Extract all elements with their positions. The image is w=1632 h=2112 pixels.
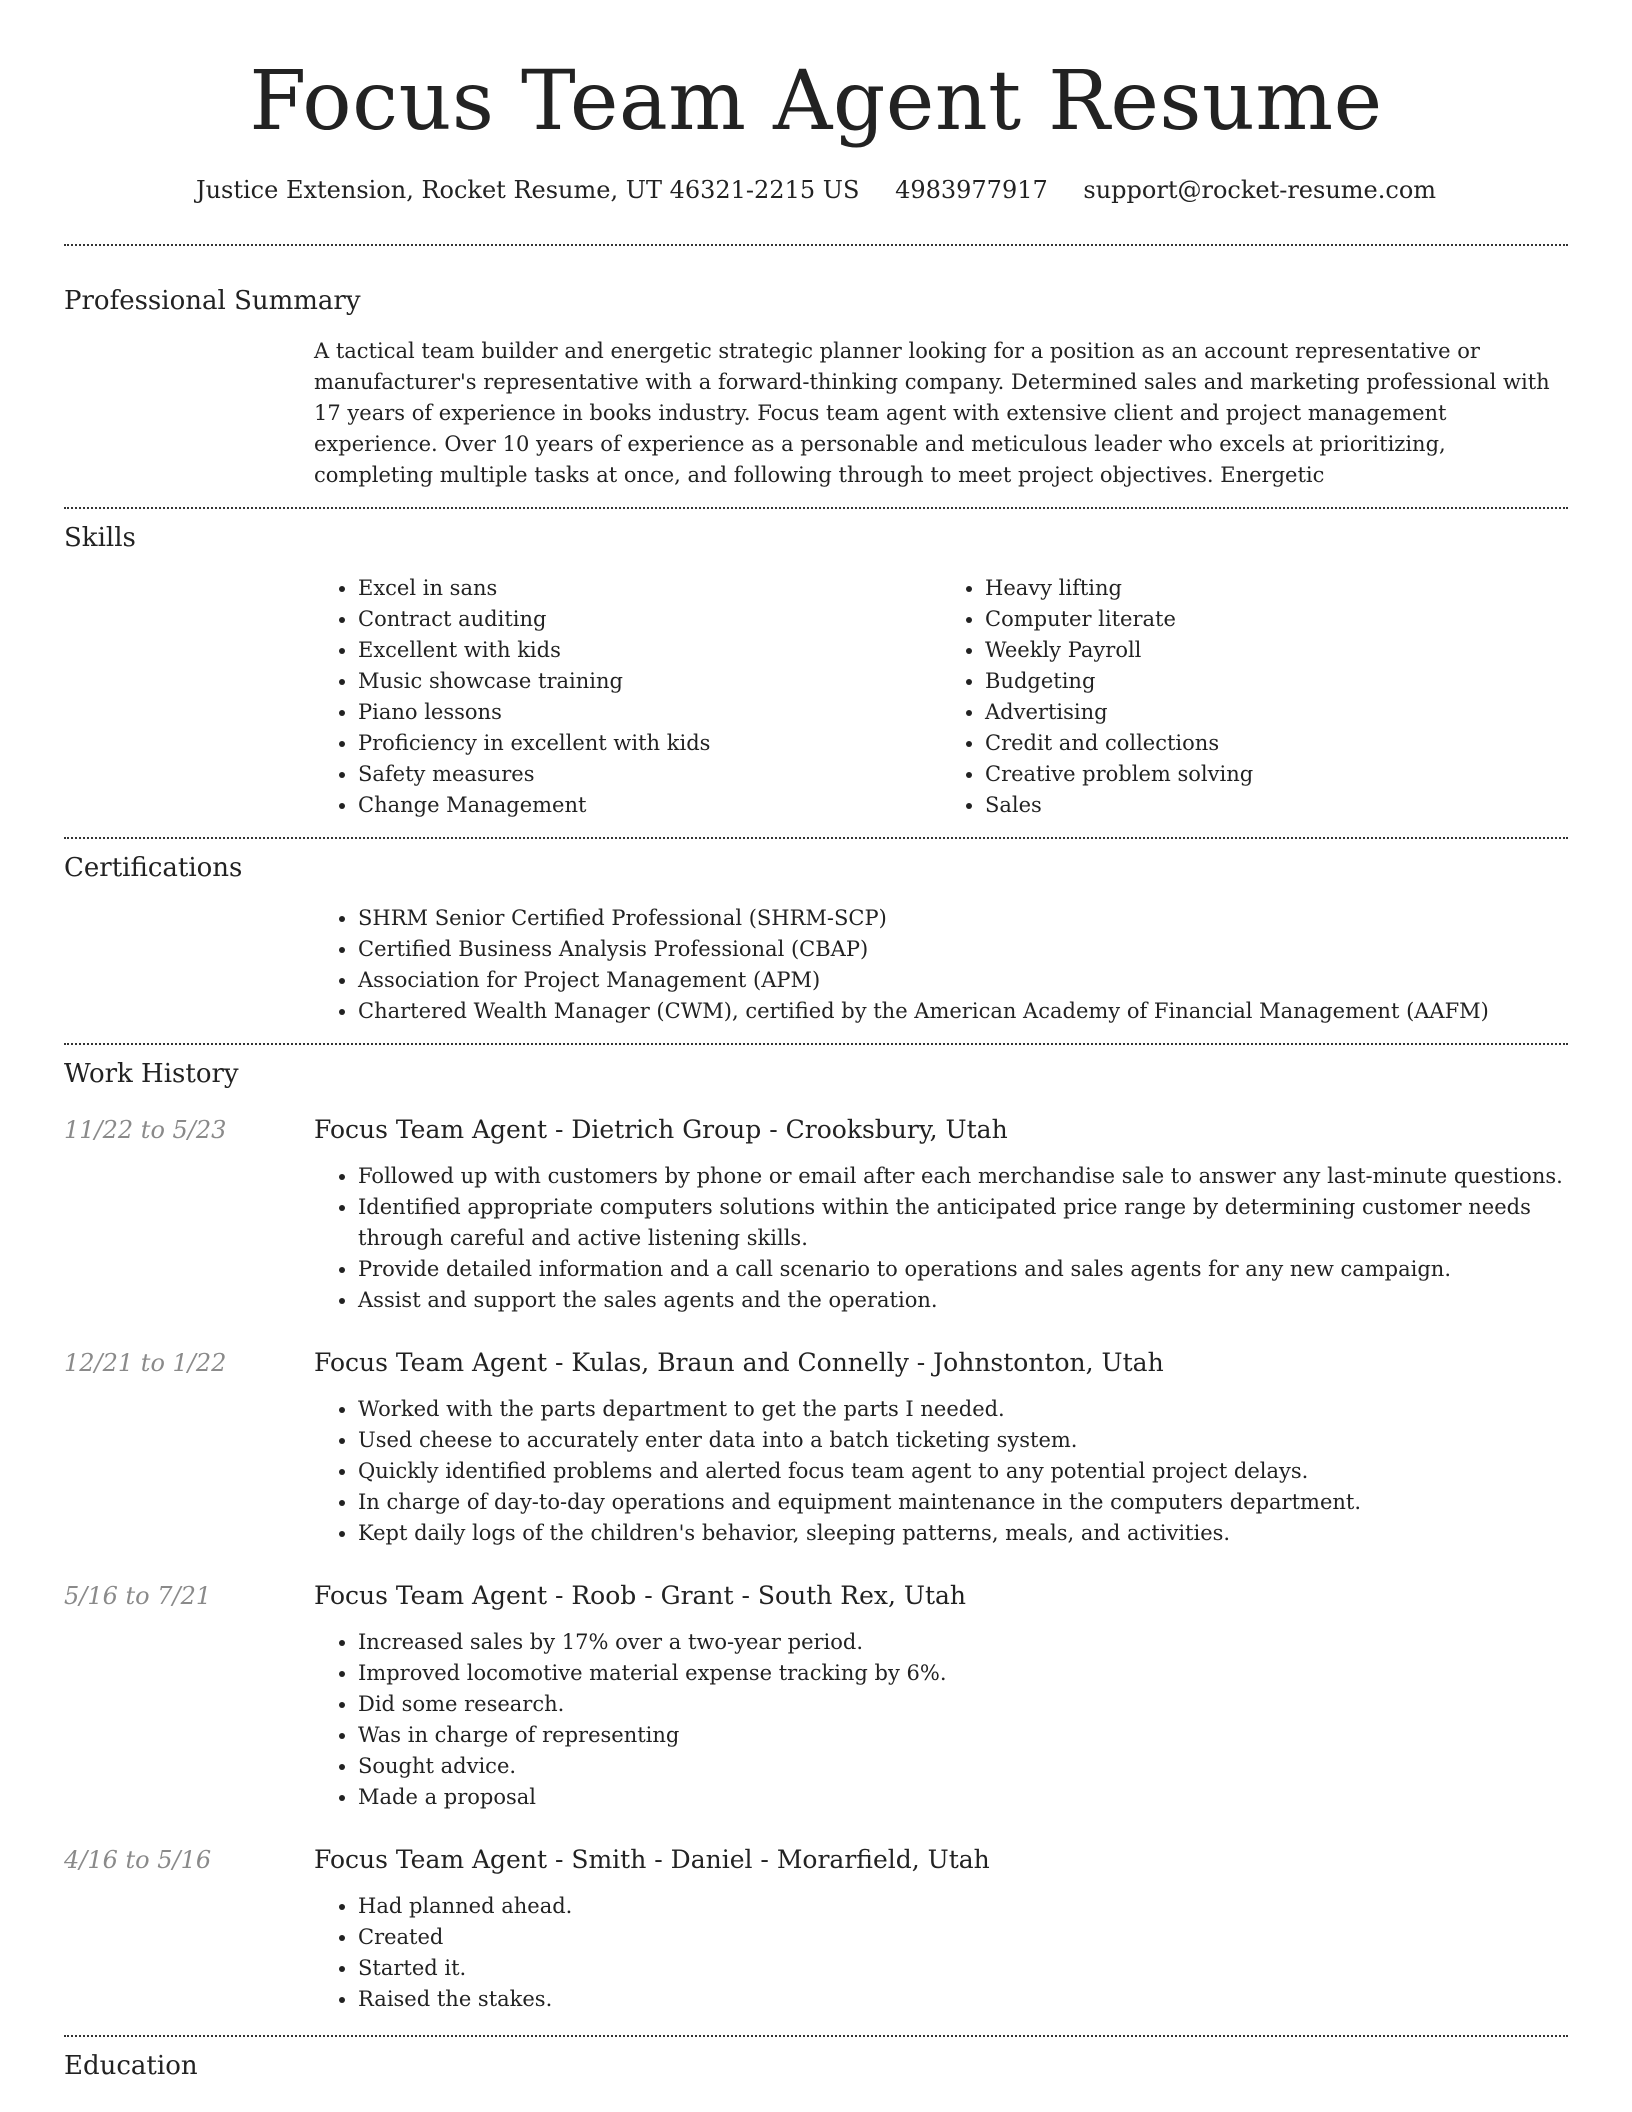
list-item: • Credit and collections (985, 728, 1568, 759)
divider (64, 507, 1568, 509)
job-dates: 11/22 to 5/23 (64, 1116, 227, 1144)
list-item: • Budgeting (985, 666, 1568, 697)
list-item: • Excel in sans (358, 573, 941, 604)
list-item: • Kept daily logs of the children's behavior, sleeping patterns, meals, and activities. (358, 1518, 1568, 1549)
section-title-skills: Skills (64, 523, 136, 553)
list-item: • Excellent with kids (358, 635, 941, 666)
list-item: • Quickly identified problems and alerted focus team agent to any potential project delays. (358, 1456, 1568, 1487)
list-item: • Sought advice. (358, 1751, 1568, 1782)
list-item: • Association for Project Management (APM) (358, 965, 1568, 996)
job-title: Focus Team Agent - Roob - Grant - South Rex, Utah (314, 1581, 967, 1610)
section-title-certifications: Certifications (64, 853, 243, 883)
list-item: • Provide detailed information and a call scenario to operations and sales agents for any new campaign. (358, 1254, 1568, 1285)
contact-phone: 4983977917 (895, 176, 1048, 204)
skills-column-right (941, 573, 1568, 821)
list-item: • Piano lessons (358, 697, 941, 728)
list-item: • Had planned ahead. (358, 1891, 1568, 1922)
list-item: • Creative problem solving (985, 759, 1568, 790)
list-item: • Chartered Wealth Manager (CWM), certified by the American Academy of Financial Management (AAFM) (358, 996, 1568, 1027)
resume-page (64, 0, 1568, 2083)
list-item: • Assist and support the sales agents and the operation. (358, 1285, 1568, 1316)
list-item: • Raised the stakes. (358, 1984, 1568, 2015)
list-item: • Music showcase training (358, 666, 941, 697)
skills-column-left (314, 573, 941, 821)
resume-title: Focus Team Agent Resume (249, 54, 1383, 149)
list-item: • Proficiency in excellent with kids (358, 728, 941, 759)
list-item: • Followed up with customers by phone or email after each merchandise sale to answer any last-minute questions. (358, 1161, 1568, 1192)
list-item: • Was in charge of representing (358, 1720, 1568, 1751)
list-item: • Sales (985, 790, 1568, 821)
divider (64, 2035, 1568, 2037)
job-title: Focus Team Agent - Smith - Daniel - Morarfield, Utah (314, 1845, 990, 1874)
list-item: • In charge of day-to-day operations and equipment maintenance in the computers department. (358, 1487, 1568, 1518)
list-item: • Advertising (985, 697, 1568, 728)
certifications-list (314, 903, 1568, 1027)
divider (64, 244, 1568, 246)
list-item: • Computer literate (985, 604, 1568, 635)
section-title-summary: Professional Summary (64, 286, 361, 316)
list-item: • Started it. (358, 1953, 1568, 1984)
job-entry (64, 1579, 1568, 1813)
list-item: • Heavy lifting (985, 573, 1568, 604)
divider (64, 1043, 1568, 1045)
list-item: • Contract auditing (358, 604, 941, 635)
list-item: • Did some research. (358, 1689, 1568, 1720)
list-item: • SHRM Senior Certified Professional (SHRM-SCP) (358, 903, 1568, 934)
job-entry (64, 1346, 1568, 1549)
divider (64, 837, 1568, 839)
list-item: • Worked with the parts department to get the parts I needed. (358, 1394, 1568, 1425)
job-bullets (314, 1891, 1568, 2015)
contact-email: support@rocket-resume.com (1083, 176, 1437, 204)
section-title-work-history: Work History (64, 1059, 239, 1089)
job-bullets (314, 1394, 1568, 1549)
list-item: • Identified appropriate computers solutions within the anticipated price range by determining customer needs through careful and active listening skills. (358, 1192, 1568, 1254)
list-item: • Increased sales by 17% over a two-year period. (358, 1627, 1568, 1658)
list-item: • Used cheese to accurately enter data into a batch ticketing system. (358, 1425, 1568, 1456)
job-bullets (314, 1161, 1568, 1316)
job-entry (64, 1113, 1568, 1316)
summary-text: A tactical team builder and energetic strategic planner looking for a position as an account representative or manufacturer's representative with a forward-thinking company. Determined sales and marketing professional with 17 years of experience in books industry. Focus team agent with extensive client and project management experience. Over 10 years of experience as a personable and meticulous leader who excels at prioritizing, completing multiple tasks at once, and following through to meet project objectives. Energetic (314, 339, 1550, 487)
contact-address: Justice Extension, Rocket Resume, UT 46321-2215 US (195, 176, 860, 204)
job-entry (64, 1843, 1568, 2015)
job-title: Focus Team Agent - Dietrich Group - Crooksbury, Utah (314, 1115, 1008, 1144)
job-title: Focus Team Agent - Kulas, Braun and Connelly - Johnstonton, Utah (314, 1348, 1164, 1377)
job-dates: 5/16 to 7/21 (64, 1582, 212, 1610)
skills-list (314, 573, 1568, 821)
list-item: • Made a proposal (358, 1782, 1568, 1813)
contact-line (64, 174, 1568, 206)
list-item: • Created (358, 1922, 1568, 1953)
list-item: • Safety measures (358, 759, 941, 790)
list-item: • Weekly Payroll (985, 635, 1568, 666)
job-dates: 4/16 to 5/16 (64, 1846, 212, 1874)
list-item: • Change Management (358, 790, 941, 821)
list-item: • Certified Business Analysis Professional (CBAP) (358, 934, 1568, 965)
job-bullets (314, 1627, 1568, 1813)
job-dates: 12/21 to 1/22 (64, 1349, 227, 1377)
list-item: • Improved locomotive material expense tracking by 6%. (358, 1658, 1568, 1689)
section-title-education: Education (64, 2051, 198, 2081)
